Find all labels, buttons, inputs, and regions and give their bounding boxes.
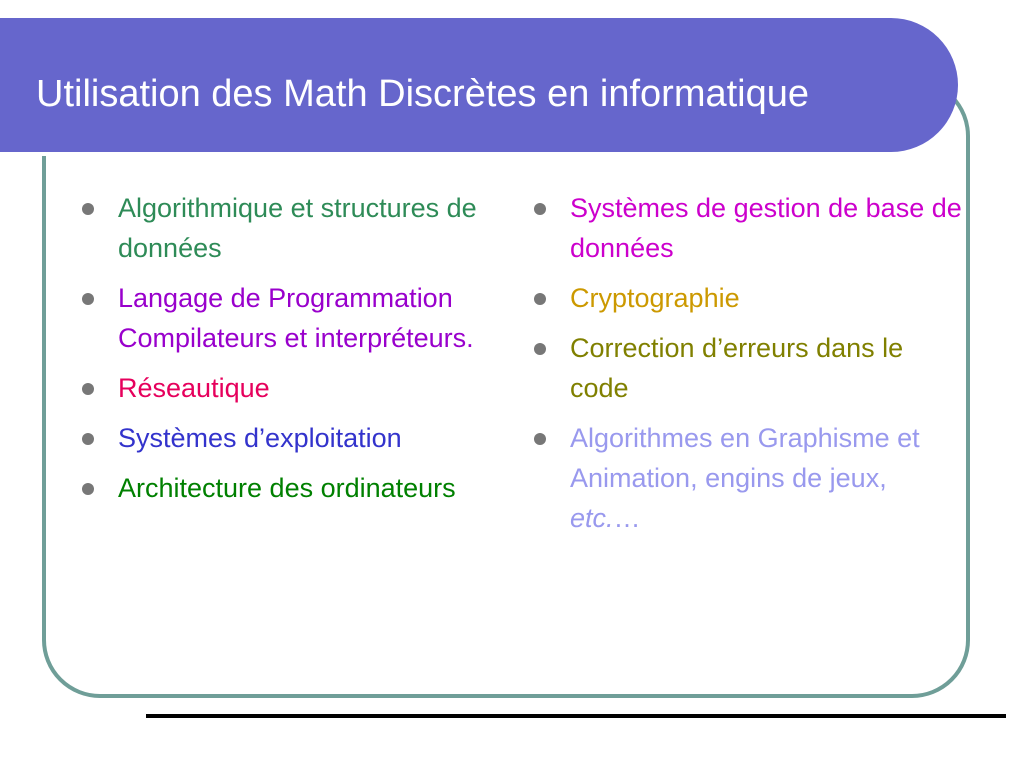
list-item-text-italic: etc. bbox=[570, 503, 614, 533]
list-item-graphisme bbox=[534, 418, 964, 538]
bullet-icon bbox=[534, 433, 546, 445]
bullet-icon bbox=[82, 383, 94, 395]
list-item-text: Architecture des ordinateurs bbox=[118, 473, 456, 503]
right-bullet-list bbox=[534, 188, 964, 548]
list-item-algorithmique bbox=[82, 188, 502, 268]
list-item-reseautique bbox=[82, 368, 502, 408]
list-item-langage bbox=[82, 278, 502, 358]
bullet-icon bbox=[82, 433, 94, 445]
list-item-text: Systèmes de gestion de base de données bbox=[570, 193, 962, 263]
list-item-text-main: Algorithmes en Graphisme et Animation, engins de jeux, bbox=[570, 423, 920, 493]
list-item-text: Langage de Programmation Compilateurs et interpréteurs. bbox=[118, 283, 474, 353]
title-underline bbox=[0, 152, 905, 156]
list-item-text: Systèmes d’exploitation bbox=[118, 423, 402, 453]
title-bar bbox=[0, 18, 958, 152]
list-item-architecture bbox=[82, 468, 502, 508]
list-item-text bbox=[570, 423, 920, 533]
bullet-icon bbox=[534, 343, 546, 355]
footer-rule bbox=[146, 714, 1006, 718]
list-item-text: Correction d’erreurs dans le code bbox=[570, 333, 904, 403]
list-item-text: Algorithmique et structures de données bbox=[118, 193, 477, 263]
list-item-text: Cryptographie bbox=[570, 283, 740, 313]
list-item-text: Réseautique bbox=[118, 373, 270, 403]
list-item-sgbd bbox=[534, 188, 964, 268]
bullet-icon bbox=[82, 483, 94, 495]
bullet-icon bbox=[82, 293, 94, 305]
slide-title: Utilisation des Math Discrètes en informatique bbox=[36, 73, 810, 115]
list-item-text-suffix: … bbox=[613, 503, 641, 533]
list-item-systemes-exploitation bbox=[82, 418, 502, 458]
bullet-icon bbox=[82, 203, 94, 215]
list-item-correction-erreurs bbox=[534, 328, 964, 408]
bullet-icon bbox=[534, 293, 546, 305]
bullet-icon bbox=[534, 203, 546, 215]
left-bullet-list bbox=[82, 188, 502, 518]
list-item-cryptographie bbox=[534, 278, 964, 318]
